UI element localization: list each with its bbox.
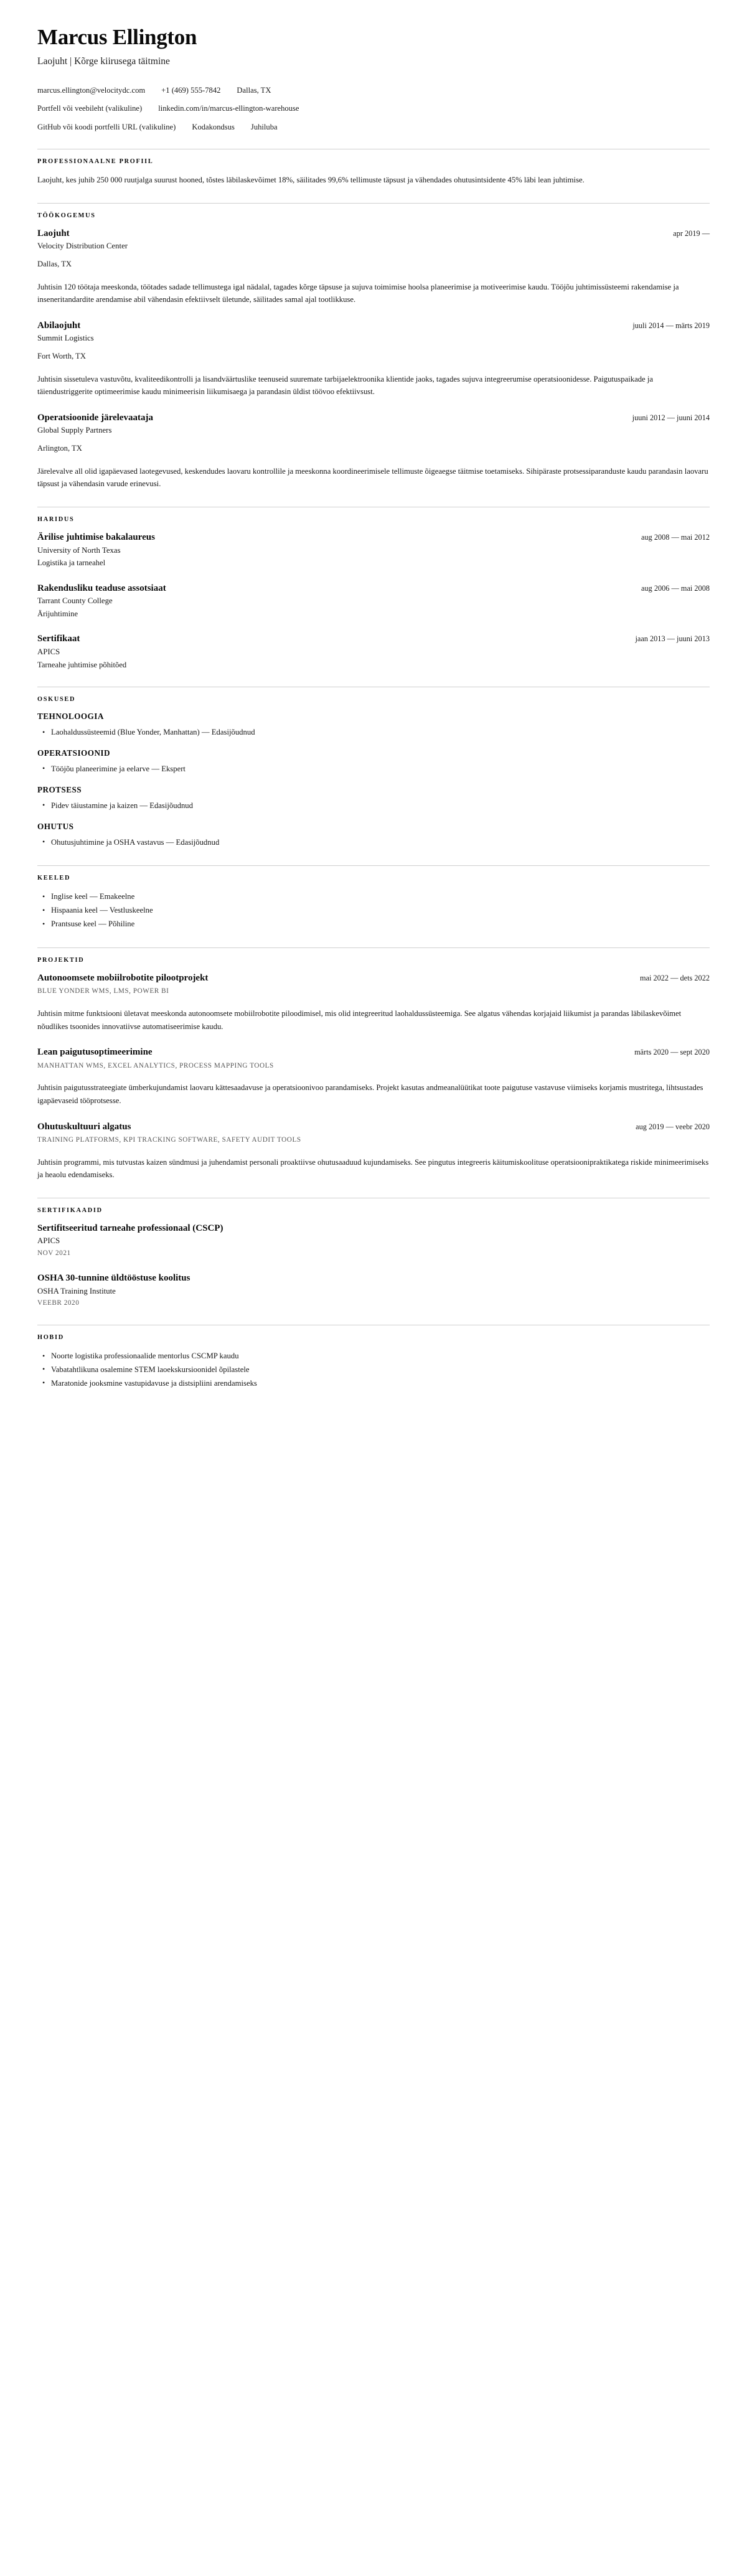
language-item: • Hispaania keel — Vestluskeelne: [51, 904, 710, 918]
section-projects: [37, 947, 710, 1182]
skill-item: • Pidev täiustamine ja kaizen — Edasijõudnud: [51, 799, 710, 813]
project-entry: [37, 1121, 710, 1182]
contact-item[interactable]: Kodakondsus: [192, 122, 235, 131]
skill-category: OHUTUS: [37, 821, 74, 831]
degree-title: Sertifikaat: [37, 634, 80, 644]
contact-item[interactable]: Portfell või veebileht (valikuline): [37, 104, 143, 113]
hobby-item: • Vabatahtlikuna osalemine STEM laoekskursioonidel õpilastele: [51, 1363, 710, 1377]
job-description: Järelevalve all olid igapäevased laotegevused, keskendudes laovaru kontrollile ja meeskonna koordineerimisele tellimuste õigeaegse täitmise toetamiseks. Sihipäraste protsessiparanduste kaudu parandasin laovaru täpsust ja vähendasin varude erinevusi.: [37, 466, 708, 489]
project-title: Ohutuskultuuri algatus: [37, 1121, 131, 1132]
section-hobbies: [37, 1325, 710, 1391]
field-of-study: Logistika ja tarneahel: [37, 558, 106, 568]
section-title-hobbies: HOBID: [37, 1334, 64, 1342]
contact-item[interactable]: GitHub või koodi portfelli URL (valikuline): [37, 122, 176, 131]
entry-header: [37, 532, 710, 544]
project-entry: [37, 1046, 710, 1107]
experience-entry: [37, 228, 710, 306]
job-location: Dallas, TX: [37, 259, 72, 268]
skill-group: [37, 822, 710, 850]
institution-name: APICS: [37, 647, 60, 656]
education-list: [37, 532, 710, 670]
resume-header: [37, 25, 710, 133]
entry-header: [37, 320, 710, 332]
contact-row: [37, 103, 710, 114]
candidate-headline: Laojuht | Kõrge kiirusega täitmine: [37, 56, 170, 67]
skill-category: OPERATSIOONID: [37, 748, 110, 758]
section-education: [37, 507, 710, 670]
job-title: Laojuht: [37, 228, 70, 238]
skill-items: [37, 799, 710, 813]
contact-row: [37, 85, 710, 96]
field-of-study: Tarneahe juhtimise põhitõed: [37, 660, 127, 669]
project-description: Juhtisin mitme funktsiooni ületavat meeskonda autonoomsete mobiilrobotite piloodimisel, mis olid integreeritud laohaldussüsteemiga. See algatus vähendas korjajaid liikumist ja parandas läbilaskevõimet nõudlikes tsoonides innovatiivse automatiseerimise kaudu.: [37, 1009, 682, 1031]
project-title: Lean paigutusoptimeerimine: [37, 1047, 153, 1058]
entry-header: [37, 1121, 710, 1134]
skills-list: [37, 712, 710, 849]
hobby-item: • Noorte logistika professionaalide mentorlus CSCMP kaudu: [51, 1350, 710, 1363]
certificate-date: NOV 2021: [37, 1249, 71, 1257]
skill-items: [37, 726, 710, 740]
skill-category: TEHNOLOOGIA: [37, 712, 104, 722]
section-title-skills: OSKUSED: [37, 696, 76, 703]
certificate-title: OSHA 30-tunnine üldtööstuse koolitus: [37, 1273, 190, 1283]
degree-title: Ärilise juhtimise bakalaureus: [37, 532, 155, 543]
languages-list: [37, 890, 710, 931]
education-entry: [37, 583, 710, 620]
project-description: Juhtisin programmi, mis tutvustas kaizen sündmusi ja juhendamist personali proaktiivse ohutusaaduud kujundamiseks. See pingutus integreeris käitumiskoolituse operatsioonipraktikatega riskide minimeerimiseks ja heaolu edendamiseks.: [37, 1157, 709, 1180]
project-tech-stack: TRAINING PLATFORMS, KPI TRACKING SOFTWARE, SAFETY AUDIT TOOLS: [37, 1136, 301, 1144]
job-title: Abilaojuht: [37, 320, 81, 331]
entry-header: [37, 583, 710, 595]
skill-group: [37, 748, 710, 776]
entry-date: jaan 2013 — juuni 2013: [635, 634, 710, 644]
project-tech-stack: MANHATTAN WMS, EXCEL ANALYTICS, PROCESS MAPPING TOOLS: [37, 1061, 274, 1069]
hobby-item: • Maratonide jooksmine vastupidavuse ja distsipliini arendamiseks: [51, 1377, 710, 1391]
section-title-languages: KEELED: [37, 875, 71, 882]
project-tech-stack: BLUE YONDER WMS, LMS, POWER BI: [37, 987, 169, 995]
job-description: Juhtisin 120 töötaja meeskonda, töötades sadade tellimustega igal nädalal, tagades kõrge täpsuse ja sujuva toimimise hoolsa planeerimise ja motiveerimise kaudu. Tööjõu juhtimissüsteemi rakendamise ja inseneritandardite arendamise abil vähendasin efektiivselt ületunde, säilitades samal ajal tootlikkuse.: [37, 282, 679, 304]
entry-header: [37, 633, 710, 646]
education-entry: [37, 532, 710, 569]
skill-item: • Laohaldussüsteemid (Blue Yonder, Manhattan) — Edasijõudnud: [51, 726, 710, 740]
entry-date: apr 2019 —: [673, 228, 710, 238]
section-divider: [37, 947, 710, 948]
contact-item[interactable]: +1 (469) 555-7842: [161, 86, 221, 95]
job-location: Fort Worth, TX: [37, 352, 86, 361]
entry-date: mai 2022 — dets 2022: [639, 973, 710, 982]
experience-entry: [37, 412, 710, 491]
hobbies-list: [37, 1350, 710, 1391]
job-description: Juhtisin sissetuleva vastuvõtu, kvaliteedikontrolli ja lisandväärtuslike teenuseid suuremate tarbijaelektroonika klientide jaoks, tagades sujuva integreerumise operatsioonidesse. Paigutuspaikade ja täiendustriggerite optimeerimise kaudu minimeerisin liikumisaega ja parandasin üldist töövoo efektiivsust.: [37, 374, 654, 397]
contact-item[interactable]: Dallas, TX: [237, 86, 271, 95]
skill-group: [37, 785, 710, 813]
section-title-experience: TÖÖKOGEMUS: [37, 212, 96, 219]
job-title: Operatsioonide järelevaataja: [37, 412, 153, 423]
company-name: Summit Logistics: [37, 334, 94, 343]
certificate-date: VEEBR 2020: [37, 1299, 80, 1307]
job-location: Arlington, TX: [37, 444, 82, 453]
project-title: Autonoomsete mobiilrobotite pilootprojekt: [37, 972, 209, 983]
entry-date: aug 2006 — mai 2008: [641, 583, 710, 593]
institution-name: University of North Texas: [37, 545, 121, 555]
contact-row: [37, 121, 710, 133]
skill-items: [37, 763, 710, 776]
entry-date: märts 2020 — sept 2020: [634, 1048, 710, 1057]
project-description: Juhtisin paigutusstrateegiate ümberkujundamist laovaru kättesaadavuse ja operatsioonivoo parandamiseks. Projekt kasutas andmeanalüütikat toote paigutuse vastavuse viimiseks korjamis mustritega, lihtsustades igapäevaseid tööprotsesse.: [37, 1083, 703, 1106]
institution-name: Tarrant County College: [37, 596, 113, 606]
experience-list: [37, 228, 710, 491]
company-name: Global Supply Partners: [37, 426, 112, 435]
certificate-entry: [37, 1223, 710, 1259]
skill-category: PROTSESS: [37, 784, 82, 794]
degree-title: Rakendusliku teaduse assotsiaat: [37, 583, 166, 593]
section-certificates: [37, 1198, 710, 1309]
section-title-projects: PROJEKTID: [37, 956, 85, 964]
profile-summary-text: Laojuht, kes juhib 250 000 ruutjalga suurust hooned, tõstes läbilaskevõimet 18%, säilitades 99,6% tellimuste täpsust ja vähendades ohutusintsidente 45% läbi lean juhtimise.: [37, 175, 585, 184]
contact-item[interactable]: linkedin.com/in/marcus-ellington-warehouse: [158, 104, 299, 113]
section-divider: [37, 203, 710, 204]
section-divider: [37, 865, 710, 866]
certificate-issuer: APICS: [37, 1236, 60, 1246]
section-experience: [37, 203, 710, 491]
contact-item[interactable]: marcus.ellington@velocitydc.com: [37, 86, 146, 95]
contact-item[interactable]: Juhiluba: [250, 122, 278, 131]
project-entry: [37, 972, 710, 1033]
certificate-title: Sertifitseeritud tarneahe professionaal (CSCP): [37, 1223, 223, 1233]
skill-item: • Ohutusjuhtimine ja OSHA vastavus — Edasijõudnud: [51, 836, 710, 850]
entry-header: [37, 972, 710, 985]
entry-date: juuni 2012 — juuni 2014: [632, 413, 710, 422]
section-profile: [37, 149, 710, 187]
section-title-certificates: SERTIFIKAADID: [37, 1206, 103, 1214]
section-title-education: HARIDUS: [37, 516, 75, 524]
entry-header: [37, 1046, 710, 1059]
skill-group: [37, 712, 710, 740]
certificates-list: [37, 1223, 710, 1309]
entry-header: [37, 412, 710, 425]
section-title-profile: PROFESSIONAALNE PROFIIL: [37, 157, 154, 165]
certificate-issuer: OSHA Training Institute: [37, 1286, 116, 1295]
certificate-entry: [37, 1272, 710, 1309]
education-entry: [37, 633, 710, 670]
experience-entry: [37, 320, 710, 398]
entry-date: juuli 2014 — märts 2019: [632, 321, 710, 330]
entry-date: aug 2008 — mai 2012: [641, 533, 710, 542]
contact-block: [37, 85, 710, 133]
candidate-name: Marcus Ellington: [37, 25, 197, 49]
section-languages: [37, 865, 710, 931]
field-of-study: Ärijuhtimine: [37, 609, 78, 619]
company-name: Velocity Distribution Center: [37, 242, 128, 250]
language-item: • Inglise keel — Emakeelne: [51, 890, 710, 904]
projects-list: [37, 972, 710, 1182]
skill-items: [37, 836, 710, 850]
entry-header: [37, 228, 710, 240]
section-skills: [37, 687, 710, 849]
language-item: • Prantsuse keel — Põhiline: [51, 918, 710, 931]
entry-date: aug 2019 — veebr 2020: [636, 1122, 710, 1131]
skill-item: • Tööjõu planeerimine ja eelarve — Ekspert: [51, 763, 710, 776]
